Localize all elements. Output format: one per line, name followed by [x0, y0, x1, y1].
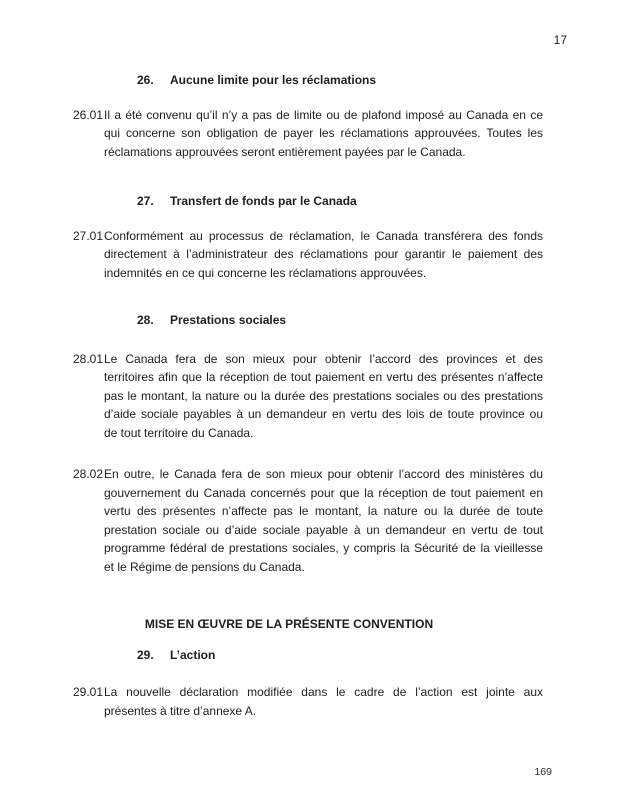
paragraph-text — [104, 683, 543, 720]
page-content — [73, 0, 543, 720]
section-heading-title: Prestations sociales — [170, 313, 287, 327]
part-heading: MISE EN ŒUVRE DE LA PRÉSENTE CONVENTION — [144, 617, 434, 631]
paragraph-number: 26.01 — [73, 107, 104, 122]
paragraph-number: 27.01 — [73, 228, 104, 243]
paragraph-text — [104, 350, 543, 443]
paragraph-text — [104, 465, 543, 576]
paragraph-text — [104, 227, 543, 283]
paragraph-28-02 — [73, 465, 543, 576]
section-heading-number: 29. — [137, 647, 154, 662]
text-line: indemnités en ce qui concerne les réclamations approuvées. — [104, 265, 427, 280]
paragraph-29-01 — [73, 683, 543, 720]
section-heading-number: 28. — [137, 313, 154, 327]
text-line: Il a été convenu qu’il n’y a pas de limite ou de plafond imposé au Canada en ce — [104, 107, 543, 122]
paragraph-26-01 — [73, 106, 543, 162]
section-heading-number: 27. — [137, 194, 154, 208]
text-line: d’aide sociale payables à un demandeur en vertu des lois de toute province ou — [104, 407, 543, 421]
section-heading-29 — [73, 646, 543, 665]
text-line: gouvernement du Canada concernés pour que la réception de tout paiement en — [104, 485, 543, 500]
text-line: qui concerne son obligation de payer les réclamations approuvées. Toutes les — [104, 126, 543, 140]
paragraph-number: 28.01 — [73, 351, 104, 366]
page-number-top: 17 — [553, 33, 567, 47]
section-heading-title: Transfert de fonds par le Canada — [170, 194, 357, 208]
text-line: En outre, le Canada fera de son mieux pour obtenir l’accord des ministères du — [104, 467, 543, 481]
text-line: réclamations approuvées seront entièrement payées par le Canada. — [104, 144, 466, 159]
section-heading-28 — [73, 311, 543, 330]
text-line: pas le montant, la nature ou la durée des prestations sociales ou des prestations — [104, 388, 543, 403]
text-line: prestation sociale ou d’aide sociale payable à un demandeur en vertu de tout — [104, 522, 543, 537]
section-heading-title: Aucune limite pour les réclamations — [170, 73, 377, 87]
text-line: et le Régime de pensions du Canada. — [104, 559, 305, 574]
text-line: programme fédéral de prestations sociales, y compris la Sécurité de la vieillesse — [104, 541, 543, 555]
section-heading-title: L’action — [170, 647, 216, 662]
section-heading-27 — [73, 192, 543, 211]
paragraph-number: 29.01 — [73, 685, 104, 699]
text-line: de tout territoire du Canada. — [104, 425, 254, 440]
text-line: Le Canada fera de son mieux pour obtenir l’accord des provinces et des — [104, 351, 543, 366]
text-line: territoires afin que la réception de tout paiement en vertu des présentes n’affecte — [104, 370, 543, 384]
section-heading-26 — [73, 71, 543, 90]
text-line: La nouvelle déclaration modifiée dans le cadre de l’action est jointe aux — [104, 685, 543, 699]
section-heading-number: 26. — [137, 73, 154, 87]
paragraph-number: 28.02 — [73, 467, 104, 481]
text-line: présentes à titre d’annexe A. — [104, 703, 257, 718]
text-line: Conformément au processus de réclamation, le Canada transférera des fonds — [104, 228, 543, 243]
text-line: directement à l’administrateur des réclamations pour garantir le paiement des — [104, 247, 543, 261]
paragraph-27-01 — [73, 227, 543, 283]
paragraph-text — [104, 106, 543, 162]
paragraph-28-01 — [73, 350, 543, 443]
text-line: vertu des présentes n’affecte pas le montant, la nature ou la durée de toute — [104, 504, 543, 518]
page-number-bottom: 169 — [534, 766, 552, 778]
